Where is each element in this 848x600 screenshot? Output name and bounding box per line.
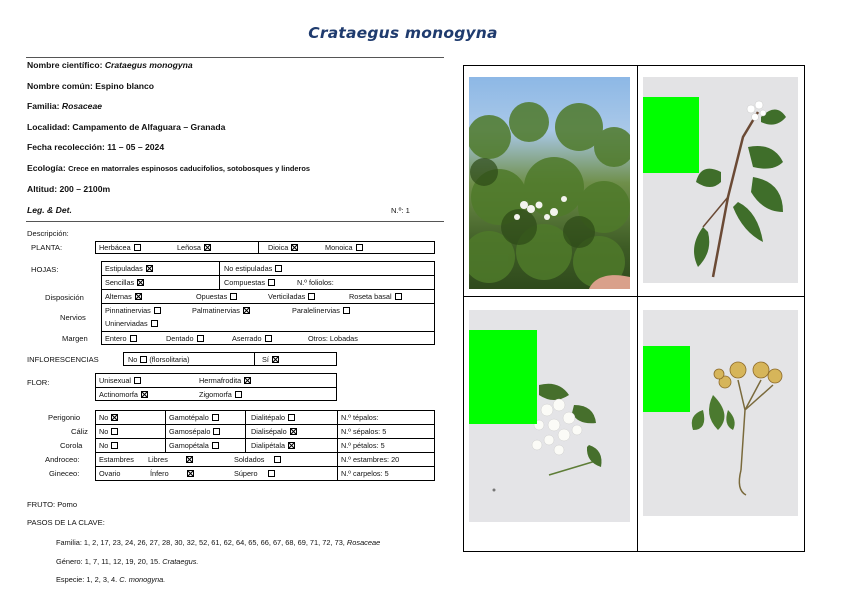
checkbox-icon — [268, 470, 275, 477]
checked-box-icon — [186, 456, 193, 463]
nervios-label: Nervios — [60, 313, 86, 322]
inflorescencias-no: No (florsolitaria) — [128, 355, 190, 364]
checkbox-icon — [212, 442, 219, 449]
clave-genero: Género: 1, 7, 11, 12, 19, 20, 15. Crataegus. — [56, 557, 199, 566]
corola-dialipetala: Dialipétala — [251, 441, 295, 450]
verticilos-col-line — [165, 410, 166, 452]
hojas-entero: Entero — [105, 334, 137, 343]
corola-gamopetala: Gamopétala — [169, 441, 219, 450]
nombre-comun: Nombre común: Espino blanco — [27, 81, 155, 91]
caliz-label: Cáliz — [71, 427, 88, 436]
inflorescencias-label: INFLORESCENCIAS — [27, 355, 99, 364]
planta-divider — [258, 241, 259, 254]
checkbox-icon — [308, 293, 315, 300]
verticilos-row-line — [95, 452, 435, 453]
verticilos-row-line — [95, 466, 435, 467]
checkbox-icon — [111, 428, 118, 435]
redaction-block — [469, 330, 537, 424]
hojas-no-estipuladas: No estipuladas — [224, 264, 282, 273]
localidad: Localidad: Campamento de Alfaguara – Granada — [27, 122, 226, 132]
photo-fruits — [643, 310, 798, 516]
checkbox-icon — [140, 356, 147, 363]
perigonio-dialitepalo: Dialitépalo — [251, 413, 295, 422]
caliz-n: N.º sépalos: 5 — [341, 427, 387, 436]
photo-grid-hline — [463, 296, 805, 297]
photo-grid-vline — [637, 65, 638, 552]
checkbox-icon — [343, 307, 350, 314]
disposicion-label: Disposición — [45, 293, 84, 302]
flor-unisexual: Unisexual — [99, 376, 141, 385]
clave-familia: Familia: 1, 2, 17, 23, 24, 26, 27, 28, 30, 32, 52, 61, 62, 64, 65, 66, 67, 68, 69, 71, 72, 73, Rosaceae — [56, 538, 381, 547]
checked-box-icon — [244, 377, 251, 384]
gineceo-ovario: Ovario — [99, 469, 121, 478]
gineceo-infero: Ínfero — [150, 469, 194, 478]
hojas-roseta: Roseta basal — [349, 292, 402, 301]
checked-box-icon — [288, 442, 295, 449]
androceo-estambres: Estambres — [99, 455, 134, 464]
checked-box-icon — [243, 307, 250, 314]
hojas-verticiladas: Verticiladas — [268, 292, 315, 301]
checkbox-icon — [212, 414, 219, 421]
gineceo-n: N.º carpelos: 5 — [341, 469, 389, 478]
flor-actinomorfa: Actinomorfa — [99, 390, 148, 399]
perigonio-n: N.º tépalos: — [341, 413, 379, 422]
inflorescencias-divider — [254, 352, 255, 366]
hojas-row-line — [101, 331, 435, 332]
checked-box-icon — [291, 244, 298, 251]
corola-n: N.º pétalos: 5 — [341, 441, 385, 450]
hojas-label: HOJAS: — [31, 265, 59, 274]
checked-box-icon — [137, 279, 144, 286]
checkbox-icon — [356, 244, 363, 251]
checkbox-icon — [235, 391, 242, 398]
checkbox-icon — [268, 279, 275, 286]
checkbox-icon — [134, 377, 141, 384]
checkbox-icon — [265, 335, 272, 342]
fecha-recoleccion: Fecha recolección: 11 – 05 – 2024 — [27, 142, 165, 152]
page-title: Crataegus monogyna — [308, 24, 498, 42]
checkbox-icon — [111, 442, 118, 449]
fruto: FRUTO: Pomo — [27, 500, 78, 509]
hojas-row-line — [101, 303, 435, 304]
gineceo-label: Gineceo: — [49, 469, 80, 478]
redaction-block — [643, 97, 699, 173]
hojas-estipuladas: Estipuladas — [105, 264, 153, 273]
familia: Familia: Rosaceae — [27, 101, 103, 111]
checkbox-icon — [274, 456, 281, 463]
gineceo-supero: Súpero — [234, 469, 275, 478]
hojas-opuestas: Opuestas — [196, 292, 237, 301]
checkbox-icon — [275, 265, 282, 272]
checkbox-icon — [151, 320, 158, 327]
checked-box-icon — [146, 265, 153, 272]
corola-label: Corola — [60, 441, 83, 450]
perigonio-gamotepalo: Gamotépalo — [169, 413, 219, 422]
flor-row-line — [95, 387, 337, 388]
caliz-no: No — [99, 427, 118, 436]
nombre-cientifico: Nombre científico: Crataegus monogyna — [27, 60, 193, 70]
androceo-libres: Libres — [148, 455, 193, 464]
hojas-col-line — [219, 261, 220, 289]
checked-box-icon — [111, 414, 118, 421]
altitud: Altitud: 200 – 2100m — [27, 184, 111, 194]
planta-herbacea: Herbácea — [99, 243, 141, 252]
caliz-gamosepalo: Gamosépalo — [169, 427, 220, 436]
checkbox-icon — [134, 244, 141, 251]
verticilos-col-line — [245, 410, 246, 452]
hojas-uninerviadas: Uninerviadas — [105, 319, 158, 328]
habitat-foliage-image — [469, 77, 630, 289]
perigonio-label: Perigonio — [48, 413, 81, 422]
verticilos-row-line — [95, 424, 435, 425]
hojas-dentado: Dentado — [166, 334, 204, 343]
planta-lenosa: Leñosa — [177, 243, 211, 252]
planta-table — [95, 241, 435, 254]
corola-no: No — [99, 441, 118, 450]
pasos-clave-label: PASOS DE LA CLAVE: — [27, 518, 105, 527]
checked-box-icon — [187, 470, 194, 477]
photo-habitat — [469, 77, 630, 289]
hojas-compuestas: Compuestas — [224, 278, 275, 287]
checked-box-icon — [272, 356, 279, 363]
checked-box-icon — [141, 391, 148, 398]
caliz-dialisepalo: Dialisépalo — [251, 427, 297, 436]
ecologia: Ecología: Crece en matorrales espinosos caducifolios, sotobosques y linderos — [27, 163, 310, 173]
redaction-block — [643, 346, 690, 412]
hojas-sencillas: Sencillas — [105, 278, 144, 287]
verticilos-row-line — [95, 438, 435, 439]
planta-dioica: Dioica — [268, 243, 298, 252]
checked-box-icon — [135, 293, 142, 300]
fruits-image — [643, 310, 798, 516]
checkbox-icon — [213, 428, 220, 435]
hojas-pinnatinervias: Pinnatinervias — [105, 306, 161, 315]
androceo-n: N.º estambres: 20 — [341, 455, 400, 464]
verticilos-col-line — [337, 410, 338, 481]
flor-zigomorfa: Zigomorfa — [199, 390, 242, 399]
hojas-row-line — [101, 275, 435, 276]
perigonio-no: No — [99, 413, 118, 422]
hojas-alternas: Alternas — [105, 292, 142, 301]
hojas-paralelinervias: Paralelinervias — [292, 306, 350, 315]
numero: N.º: 1 — [391, 206, 410, 215]
leg-det: Leg. & Det. — [27, 205, 72, 215]
checkbox-icon — [197, 335, 204, 342]
checkbox-icon — [288, 414, 295, 421]
checkbox-icon — [230, 293, 237, 300]
hojas-row-line — [101, 289, 435, 290]
checked-box-icon — [290, 428, 297, 435]
planta-monoica: Monoica — [325, 243, 363, 252]
hojas-foliolos: N.º foliolos: — [297, 278, 334, 287]
clave-especie: Especie: 1, 2, 3, 4. C. monogyna. — [56, 575, 166, 584]
descripcion-label: Descripción: — [27, 229, 69, 238]
flor-hermafrodita: Hermafrodita — [199, 376, 251, 385]
hojas-palmatinervias: Palmatinervias — [192, 306, 250, 315]
checkbox-icon — [154, 307, 161, 314]
androceo-soldados: Soldados — [234, 455, 281, 464]
header-top-rule — [26, 57, 444, 58]
hojas-aserrado: Aserrado — [232, 334, 272, 343]
margen-label: Margen — [62, 334, 88, 343]
header-bottom-rule — [26, 221, 444, 222]
checked-box-icon — [204, 244, 211, 251]
checkbox-icon — [395, 293, 402, 300]
planta-label: PLANTA: — [31, 243, 63, 252]
flor-label: FLOR: — [27, 378, 50, 387]
checkbox-icon — [130, 335, 137, 342]
androceo-label: Androceo: — [45, 455, 80, 464]
hojas-otros: Otros: Lobadas — [308, 334, 358, 343]
inflorescencias-si: Sí — [262, 355, 279, 364]
